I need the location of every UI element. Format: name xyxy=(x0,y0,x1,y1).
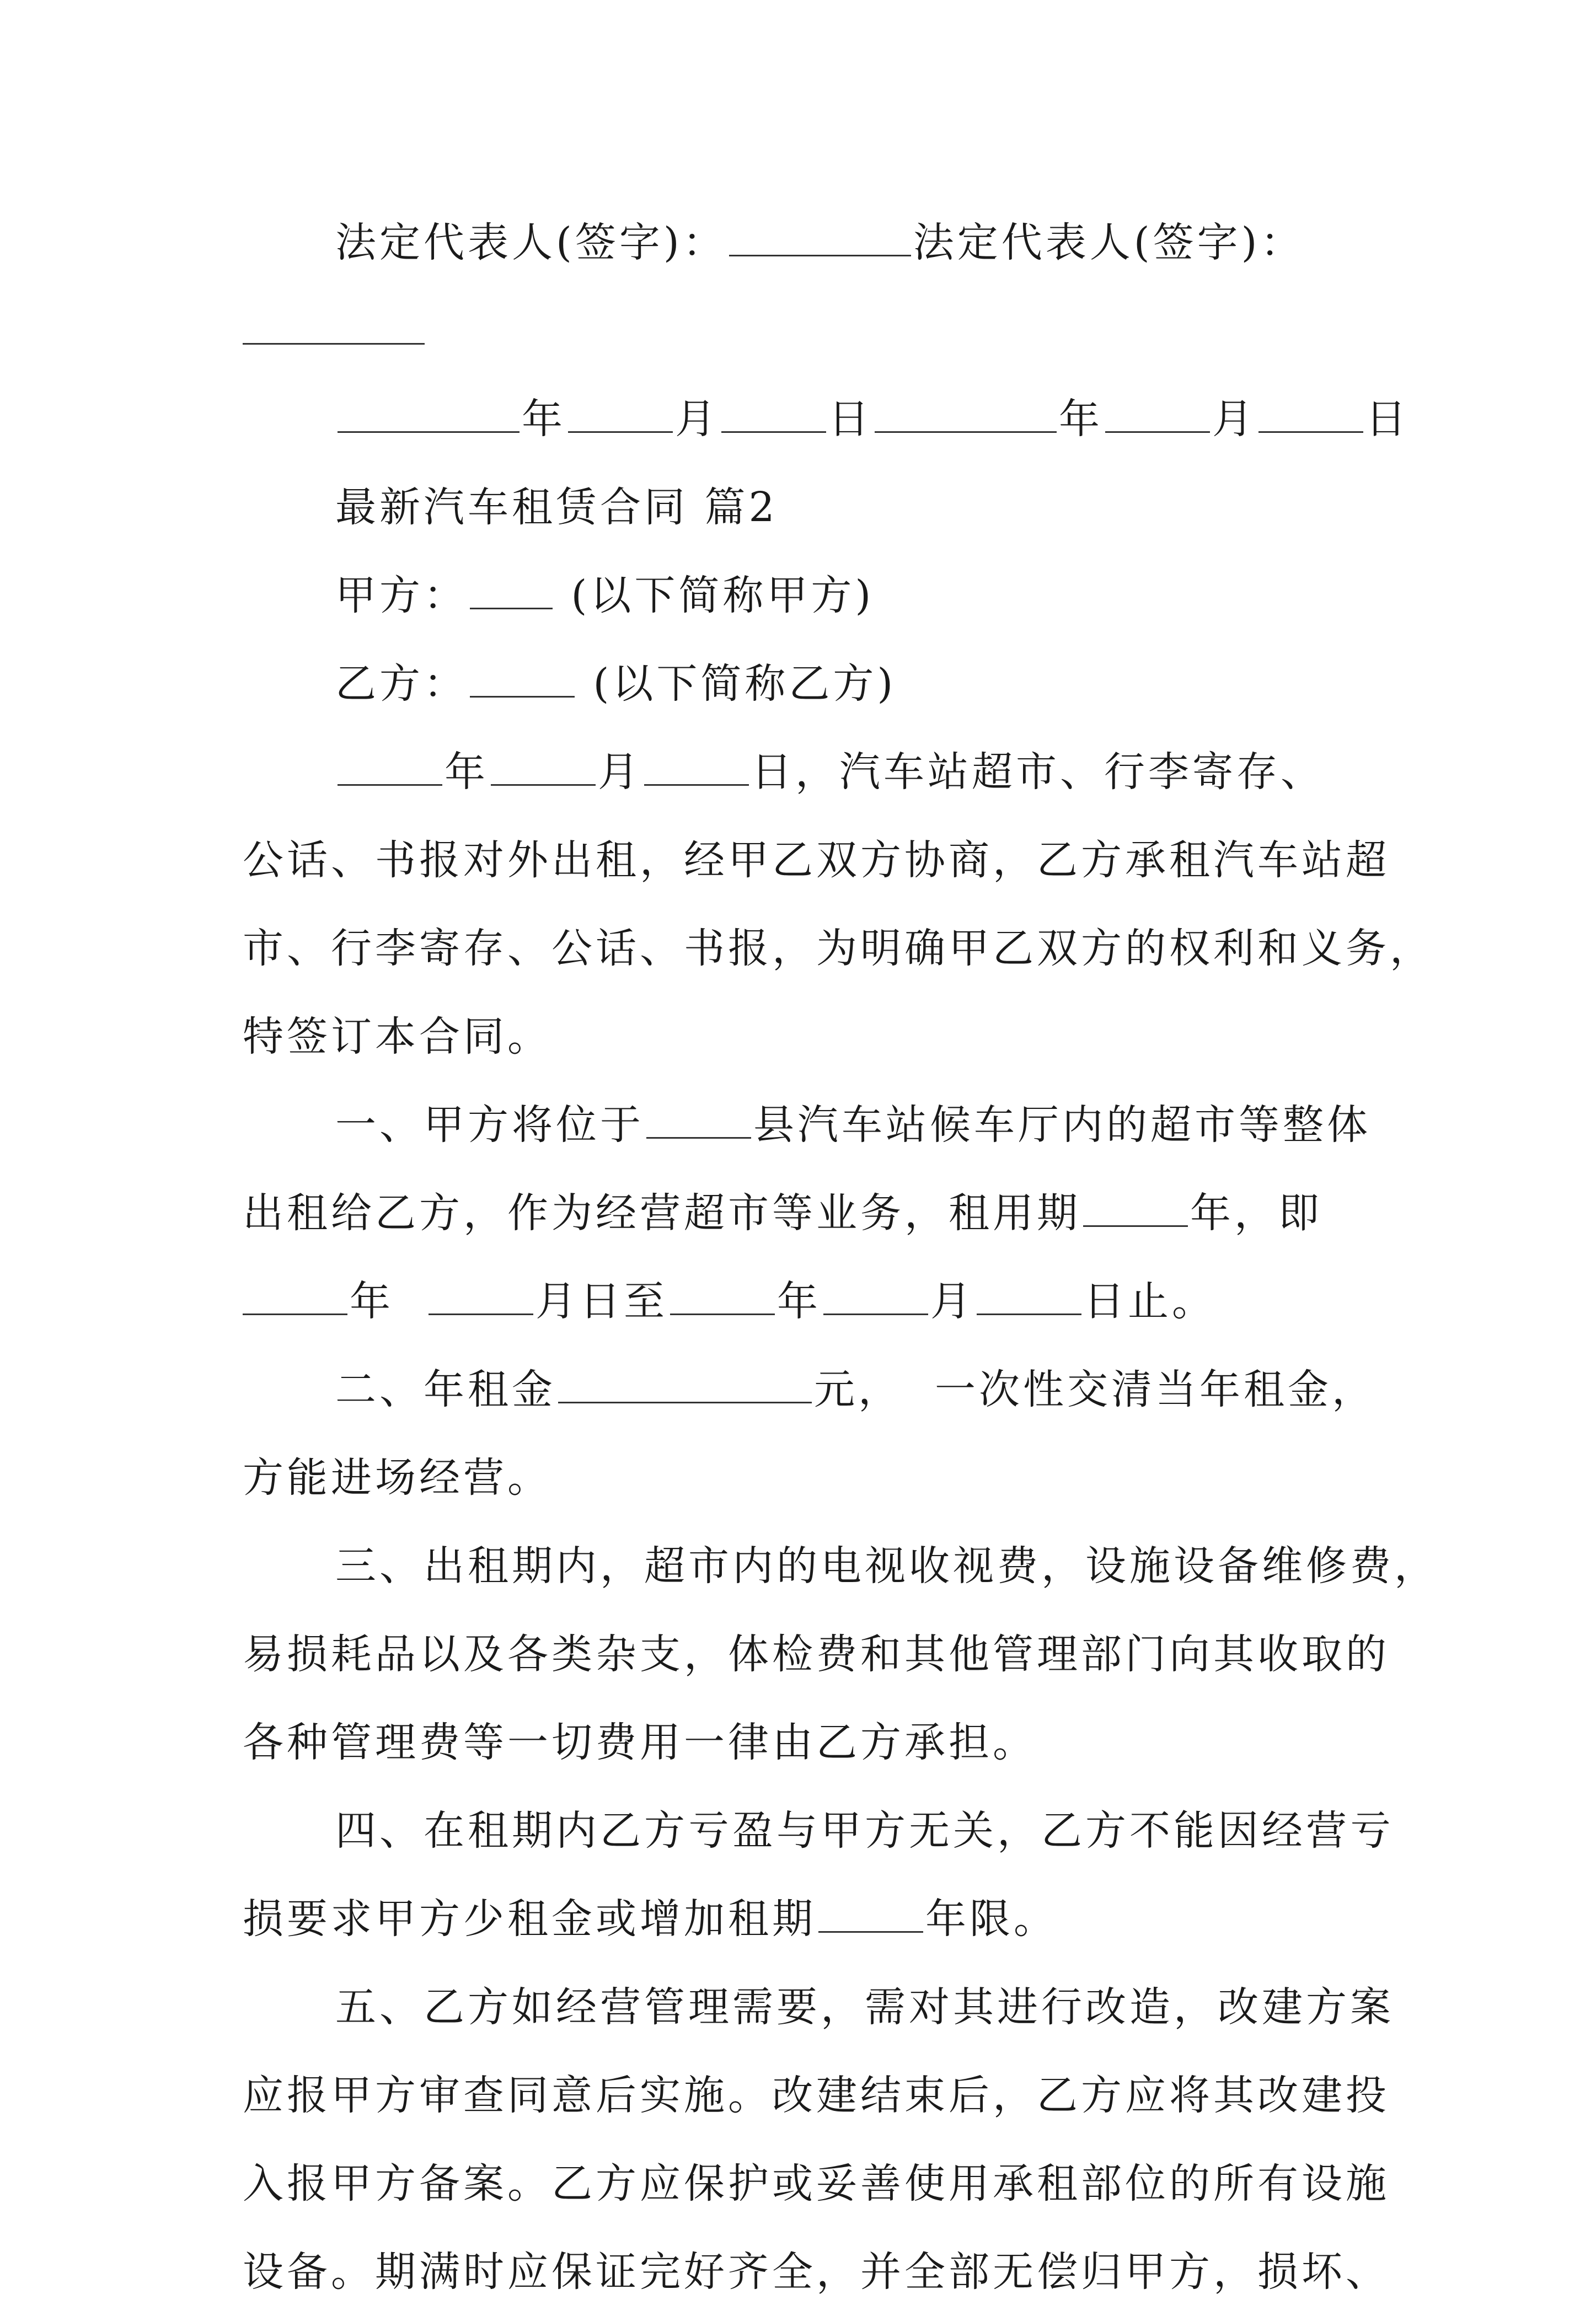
party-a-line xyxy=(243,551,1368,640)
clause-2-line-1 xyxy=(243,1345,1377,1434)
signature-blank-b xyxy=(243,311,425,345)
clause-2-text-a: 二、年租金 xyxy=(335,1366,556,1413)
clause-1-text-d: 年，即 xyxy=(1190,1189,1322,1237)
clause-1-text-b: 县汽车站候车厅内的超市等整体 xyxy=(753,1101,1371,1149)
date-blank-month-a xyxy=(568,399,673,433)
clause-3-line-3: 各种管理费等一切费用一律由乙方承担。 xyxy=(243,1719,1037,1766)
signature-line-continued xyxy=(243,287,1368,375)
clause-1-text-i: 日止。 xyxy=(1084,1278,1217,1325)
signature-label-a: 法定代表人(签字)： xyxy=(335,219,727,266)
clause-1-blank-term xyxy=(1083,1193,1188,1227)
signature-line xyxy=(243,199,1368,287)
intro-year: 年 xyxy=(444,748,489,796)
clause-4-line-1: 四、在租期内乙方亏盈与甲方无关，乙方不能因经营亏 xyxy=(335,1807,1394,1854)
signature-label-b: 法定代表人(签字)： xyxy=(913,219,1305,266)
clause-2-text-b: 元， 一次性交清当年租金， xyxy=(814,1366,1377,1413)
date-line xyxy=(243,375,1410,463)
date-blank-year-b xyxy=(875,399,1057,433)
clause-5-line-3: 入报甲方备案。乙方应保护或妥善使用承租部位的所有设施 xyxy=(243,2160,1390,2207)
date-day-b: 日 xyxy=(1365,395,1410,443)
party-a-label: 甲方： xyxy=(335,572,468,619)
clause-1-blank-start-month xyxy=(429,1282,533,1315)
clause-1-blank-end-year xyxy=(670,1282,775,1315)
clause-1-text-c: 出租给乙方，作为经营超市等业务，租用期 xyxy=(243,1189,1081,1237)
intro-blank-month xyxy=(491,752,596,786)
clause-1-text-g: 年 xyxy=(777,1278,822,1325)
intro-month: 月 xyxy=(598,748,642,796)
clause-1-blank-end-day xyxy=(977,1282,1081,1315)
clause-1-text-a: 一、甲方将位于 xyxy=(335,1101,644,1149)
intro-line-4: 特签订本合同。 xyxy=(243,1013,551,1060)
clause-2-blank-rent xyxy=(558,1370,812,1403)
date-month-b: 月 xyxy=(1212,395,1256,443)
party-a-blank xyxy=(470,576,553,609)
date-blank-month-b xyxy=(1105,399,1210,433)
intro-line1-tail: 日，汽车站超市、行李寄存、 xyxy=(751,748,1325,796)
intro-blank-day xyxy=(644,752,749,786)
signature-blank-a xyxy=(729,223,911,256)
intro-line-2: 公话、书报对外出租，经甲乙双方协商，乙方承租汽车站超 xyxy=(243,837,1390,884)
date-blank-year-a xyxy=(338,399,519,433)
clause-1-line-3 xyxy=(243,1257,1368,1345)
date-blank-day-a xyxy=(721,399,826,433)
party-b-note: (以下简称乙方) xyxy=(593,660,897,707)
clause-1-text-h: 月 xyxy=(930,1278,975,1325)
section-title: 最新汽车租赁合同 篇2 xyxy=(335,484,778,531)
clause-4-text-b: 年限。 xyxy=(925,1895,1058,1943)
document-body xyxy=(243,199,1438,2316)
clause-1-blank-county xyxy=(646,1105,751,1139)
clause-1-text-e: 年 xyxy=(350,1278,394,1325)
clause-2-line-2: 方能进场经营。 xyxy=(243,1454,551,1502)
clause-4-line-2 xyxy=(243,1875,1368,1963)
clause-1-blank-end-month xyxy=(823,1282,928,1315)
clause-1-blank-start-year xyxy=(243,1282,347,1315)
clause-1-line-1 xyxy=(243,1081,1371,1169)
clause-5-line-4: 设备。期满时应保证完好齐全，并全部无偿归甲方，损坏、 xyxy=(243,2248,1390,2296)
clause-1-line-2 xyxy=(243,1169,1368,1257)
party-b-blank xyxy=(470,664,575,698)
date-year-b: 年 xyxy=(1059,395,1103,443)
date-year-a: 年 xyxy=(522,395,566,443)
clause-3-line-2: 易损耗品以及各类杂支，体检费和其他管理部门向其收取的 xyxy=(243,1631,1390,1678)
clause-5-line-1: 五、乙方如经营管理需要，需对其进行改造，改建方案 xyxy=(335,1983,1394,2031)
clause-1-text-f: 月日至 xyxy=(535,1278,668,1325)
intro-line-3: 市、行李寄存、公话、书报，为明确甲乙双方的权利和义务， xyxy=(243,925,1434,972)
intro-blank-year xyxy=(338,752,442,786)
clause-4-blank-years xyxy=(818,1899,923,1933)
clause-5-line-2: 应报甲方审查同意后实施。改建结束后，乙方应将其改建投 xyxy=(243,2072,1390,2119)
party-a-note: (以下简称甲方) xyxy=(571,572,875,619)
clause-4-text-a: 损要求甲方少租金或增加租期 xyxy=(243,1895,816,1943)
party-b-line xyxy=(243,640,1368,728)
clause-3-line-1: 三、出租期内，超市内的电视收视费，设施设备维修费， xyxy=(335,1542,1438,1590)
party-b-label: 乙方： xyxy=(335,660,468,707)
intro-line-1 xyxy=(243,728,1368,816)
date-day-a: 日 xyxy=(828,395,872,443)
date-month-a: 月 xyxy=(675,395,719,443)
date-blank-day-b xyxy=(1258,399,1363,433)
